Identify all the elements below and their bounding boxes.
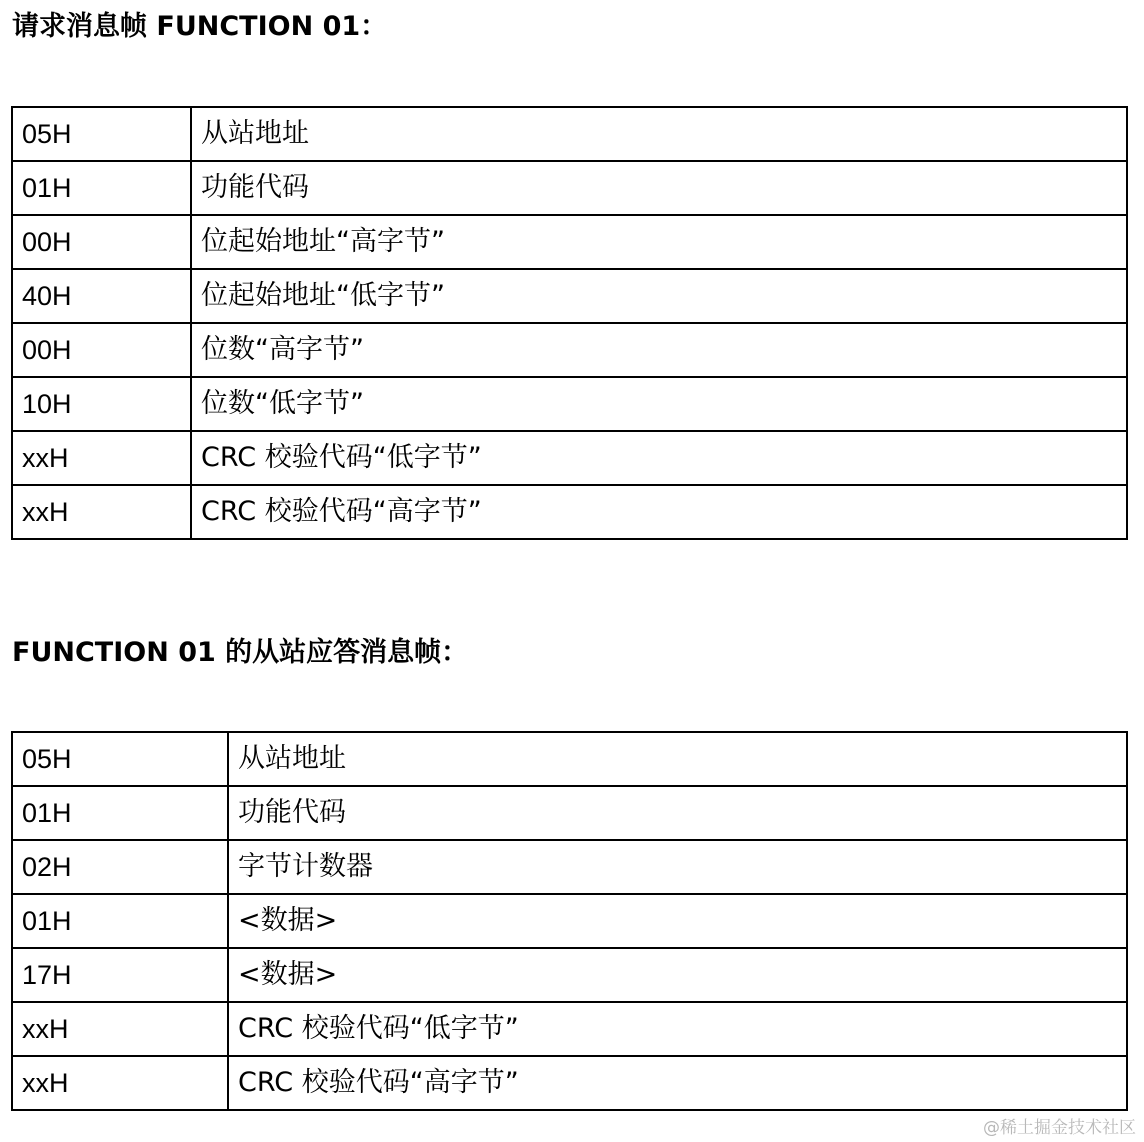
byte-description-cell: <数据>	[228, 894, 1127, 948]
byte-value-cell: 10H	[12, 377, 191, 431]
table-row	[12, 948, 1127, 1002]
byte-value-cell: xxH	[12, 1056, 228, 1110]
byte-description-cell: 功能代码	[228, 786, 1127, 840]
table-row	[12, 107, 1127, 161]
byte-value-cell: 05H	[12, 107, 191, 161]
byte-description-cell: <数据>	[228, 948, 1127, 1002]
table-row	[12, 840, 1127, 894]
table-row	[12, 215, 1127, 269]
table-row	[12, 1002, 1127, 1056]
table-row	[12, 1056, 1127, 1110]
byte-value-cell: 17H	[12, 948, 228, 1002]
byte-value-cell: xxH	[12, 431, 191, 485]
table-row	[12, 732, 1127, 786]
response-frame-table	[11, 731, 1128, 1111]
byte-value-cell: xxH	[12, 1002, 228, 1056]
byte-description-cell: CRC 校验代码“低字节”	[228, 1002, 1127, 1056]
response-frame-heading: FUNCTION 01 的从站应答消息帧：	[12, 637, 469, 668]
byte-value-cell: xxH	[12, 485, 191, 539]
table-row	[12, 269, 1127, 323]
byte-description-cell: 从站地址	[191, 107, 1127, 161]
byte-description-cell: 位数“高字节”	[191, 323, 1127, 377]
byte-description-cell: 字节计数器	[228, 840, 1127, 894]
table-row	[12, 894, 1127, 948]
byte-value-cell: 00H	[12, 323, 191, 377]
table-row	[12, 786, 1127, 840]
table-row	[12, 323, 1127, 377]
byte-value-cell: 05H	[12, 732, 228, 786]
byte-description-cell: 位数“低字节”	[191, 377, 1127, 431]
byte-value-cell: 01H	[12, 786, 228, 840]
request-frame-table	[11, 106, 1128, 540]
byte-description-cell: CRC 校验代码“低字节”	[191, 431, 1127, 485]
table-row	[12, 377, 1127, 431]
byte-description-cell: CRC 校验代码“高字节”	[228, 1056, 1127, 1110]
byte-value-cell: 40H	[12, 269, 191, 323]
table-row	[12, 431, 1127, 485]
watermark: @稀土掘金技术社区	[983, 1118, 1136, 1138]
table-row	[12, 485, 1127, 539]
byte-description-cell: 位起始地址“高字节”	[191, 215, 1127, 269]
request-frame-heading: 请求消息帧 FUNCTION 01：	[12, 11, 388, 42]
byte-description-cell: 位起始地址“低字节”	[191, 269, 1127, 323]
table-row	[12, 161, 1127, 215]
byte-value-cell: 01H	[12, 161, 191, 215]
byte-value-cell: 01H	[12, 894, 228, 948]
byte-value-cell: 02H	[12, 840, 228, 894]
byte-description-cell: 功能代码	[191, 161, 1127, 215]
byte-value-cell: 00H	[12, 215, 191, 269]
byte-description-cell: 从站地址	[228, 732, 1127, 786]
byte-description-cell: CRC 校验代码“高字节”	[191, 485, 1127, 539]
